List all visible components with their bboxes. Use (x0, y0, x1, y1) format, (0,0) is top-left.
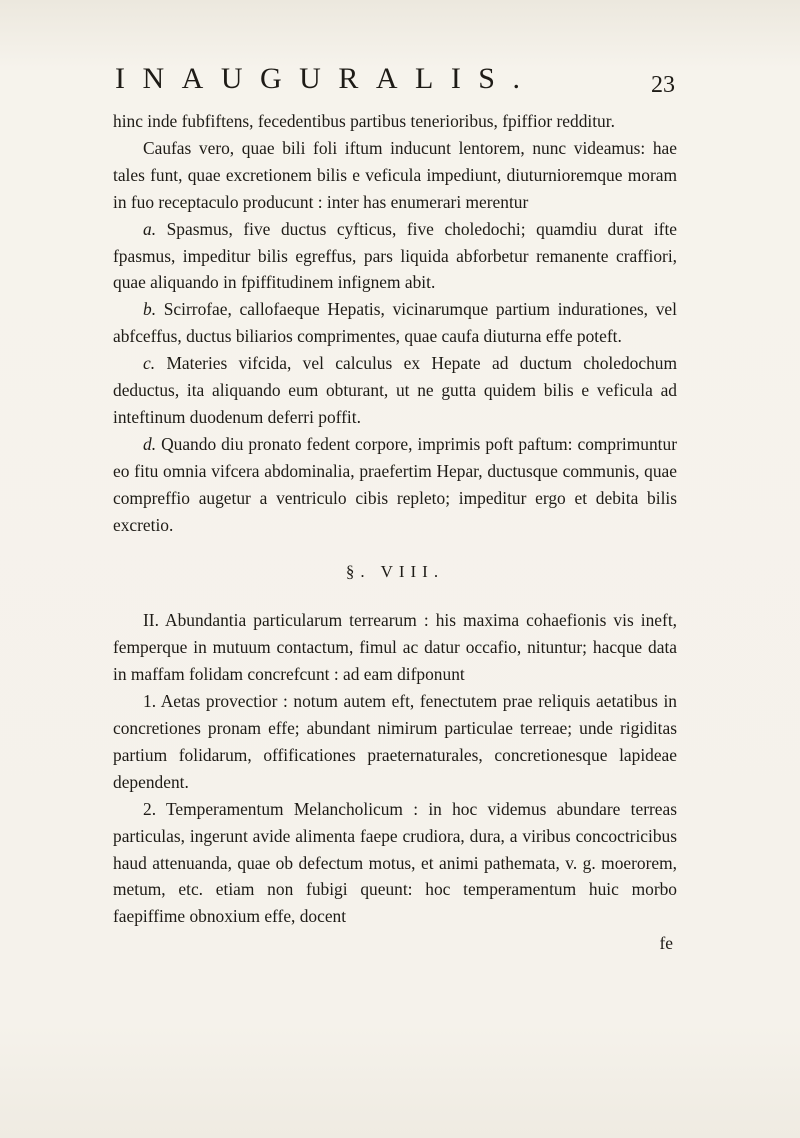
list-text-c: Materies vifcida, vel calculus ex Hepate ad ductum choledochum deductus, ita aliquando eum obturant, ut ne gutta quidem bilis e veficula ad inteftinum duodenum deferri poffit. (113, 353, 677, 427)
catchword: fe (659, 933, 673, 954)
paragraph-1: 1. Aetas provectior : notum autem eft, fenectutem prae reliquis aetatibus in concretiones pronam effe; abundant nimirum particulae terreae; unde rigiditas partium folidarum, offificationes praeternaturales, concretionesque lapideae dependent. (113, 691, 677, 792)
page-number: 23 (651, 72, 675, 98)
paragraph-ii: II. Abundantia particularum terrearum : his maxima cohaefionis vis ineft, femperque in mutuum contactum, fimul ac datur occafio, nituntur; hacque data in maffam folidam concrefcunt : ad eam difponunt (113, 610, 677, 685)
list-text-a: Spasmus, five ductus cyfticus, five choledochi; quamdiu durat ifte fpasmus, impeditur bilis egreffus, pars liquida abforbetur remanente craffiori, quae aliquando in fpiffitudinem infignem abit. (113, 218, 677, 293)
section-heading: §. VIII. (345, 561, 445, 581)
list-marker-b: b. (143, 299, 157, 320)
list-marker-a: a. (143, 218, 157, 239)
list-item-d (113, 431, 677, 539)
list-item-a (113, 216, 677, 297)
running-title: INAUGURALIS. (115, 62, 538, 95)
list-marker-c: c. (143, 353, 156, 374)
list-marker-d: d. (143, 433, 157, 454)
page-header (115, 62, 675, 102)
paragraph-continued: hinc inde fubfiftens, fecedentibus partibus tenerioribus, fpiffior redditur. (113, 111, 615, 131)
paragraph-2: 2. Temperamentum Melancholicum : in hoc videmus abundare terreas particulas, ingerunt avide alimenta faepe crudiora, dura, a viribus concoctricibus haud attenuanda, quae ob defectum motus, et animi pathemata, v. g. moerorem, metum, etc. etiam non fubigi queunt: hoc temperamentum huic morbo faepiffime obnoxium effe, docent (113, 798, 677, 927)
body-text (113, 108, 677, 957)
list-item-c (113, 350, 677, 431)
list-item-b (113, 296, 677, 350)
paragraph-causes: Caufas vero, quae bili foli iftum inducunt lentorem, nunc videamus: hae tales funt, quae excretionem bilis e veficula impediunt, diuturnioremque moram in fuo receptaculo producunt : inter has enumerari merentur (113, 137, 677, 212)
list-text-d: Quando diu pronato fedent corpore, imprimis poft paftum: comprimuntur eo fitu omnia vifcera abdominalia, praefertim Hepar, ductusque communis, quae compreffio augetur a ventriculo cibis repleto; impeditur ergo et debita bilis excretio. (113, 433, 677, 535)
list-text-b: Scirrofae, callofaeque Hepatis, vicinarumque partium indurationes, vel abfceffus, ductus biliarios comprimentes, quae caufa diuturna effe poteft. (113, 299, 677, 347)
